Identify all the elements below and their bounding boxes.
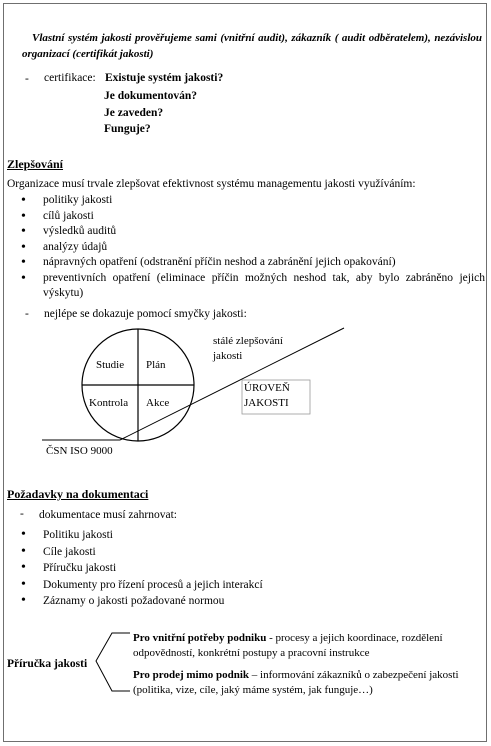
quadrant-plan: Plán [146, 359, 166, 371]
intro-text: Vlastní systém jakosti prověřujeme sami (vnitřní audit), zákazník ( audit odběratelem), nezávislou organizací (certifikát jakosti) [22, 32, 482, 60]
list-item: • Politiku jakosti [17, 527, 457, 544]
brace-lines [96, 633, 130, 691]
cert-dash: - [25, 73, 29, 85]
list-item: • výsledků auditů [17, 224, 485, 240]
list-item: • Příručku jakosti [17, 560, 457, 577]
manual-internal-desc: - procesy a jejich koordinace, rozdělení odpovědností, konkrétní postupy a pracovní instrukce [133, 632, 443, 659]
documentation-lead: dokumentace musí zahrnovat: [39, 509, 177, 521]
quadrant-act: Akce [146, 397, 170, 409]
slope-label-1: stálé zlepšování [213, 335, 283, 347]
manual-label: Příručka jakosti [7, 658, 88, 670]
quality-level-label-2: JAKOSTI [244, 397, 289, 409]
list-item: • preventivních opatření (eliminace příčin možných neshod tak, aby bylo zabráněno jejich výskytu) [17, 271, 485, 302]
improvement-lead: Organizace musí trvale zlepšovat efektivnost systému managementu jakosti využíváním: [7, 178, 416, 190]
loop-dash: - [25, 308, 29, 320]
manual-internal [133, 631, 483, 661]
list-item: • politiky jakosti [17, 193, 485, 209]
cert-question-1: Existuje systém jakosti? [105, 72, 224, 84]
quadrant-check: Kontrola [89, 397, 129, 409]
list-item: • analýzy údajů [17, 240, 485, 256]
loop-text: nejlépe se dokazuje pomocí smyčky jakosti: [44, 308, 247, 320]
list-item: • cílů jakosti [17, 209, 485, 225]
list-item: • nápravných opatření (odstranění příčin neshod a zabránění jejich opakování) [17, 255, 485, 271]
slope-label-2: jakosti [213, 350, 243, 362]
standard-label: ČSN ISO 9000 [46, 445, 113, 457]
list-item: • Cíle jakosti [17, 544, 457, 561]
manual-external [133, 668, 483, 698]
manual-external-title: Pro prodej mimo podnik [133, 669, 250, 681]
manual-internal-title: Pro vnitřní potřeby podniku [133, 632, 267, 644]
list-item: • Dokumenty pro řízení procesů a jejich interakcí [17, 577, 457, 594]
manual-external-desc: – informování zákazníků o zabezpečení jakosti (politika, vize, cíle, jaký máme systém, jak funguje…) [133, 669, 459, 696]
cert-question-2: Je dokumentován? [104, 90, 197, 102]
doc-dash: - [20, 508, 24, 520]
documentation-heading: Požadavky na dokumentaci [7, 487, 149, 501]
quadrant-study: Studie [96, 359, 125, 371]
list-item: • Záznamy o jakosti požadované normou [17, 593, 457, 610]
cert-label: certifikace: [44, 72, 96, 84]
quality-level-label-1: ÚROVEŇ [244, 382, 290, 394]
cert-question-3: Je zaveden? [104, 107, 164, 119]
improvement-heading: Zlepšování [7, 157, 64, 171]
cert-question-4: Funguje? [104, 123, 151, 135]
